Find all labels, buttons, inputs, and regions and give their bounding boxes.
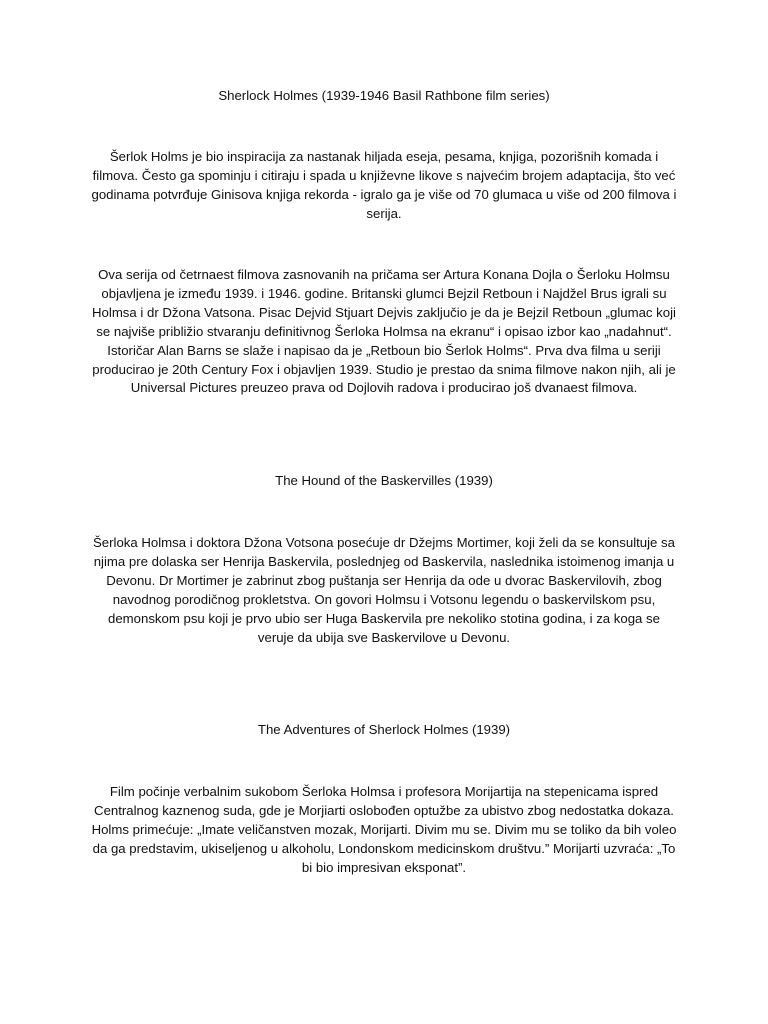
series-paragraph: Ova serija od četrnaest filmova zasnovanih na pričama ser Artura Konana Dojla o Šerloku Holmsu objavljena je između 1939. i 1946. godine. Britanski glumci Bejzil Retboun i Najdžel Brus igrali su Holmsa i dr Džona Vatsona. Pisac Dejvid Stjuart Dejvis zaključio je da je Bejzil Retboun „glumac koji se najviše približio stvaranju definitivnog Šerloka Holmsa na ekranu“ i opisao izbor kao „nadahnut“. Istoričar Alan Barns se slaže i napisao da je „Retboun bio Šerlok Holms“. Prva dva filma u seriji producirao je 20th Century Fox i objavljen 1939. Studio je prestao da snima filmove nakon njih, ali je Universal Pictures preuzeo prava od Dojlovih radova i producirao još dvanaest filmova.: [92, 267, 676, 396]
film-heading-adventures: The Adventures of Sherlock Holmes (1939): [257, 722, 511, 737]
film-synopsis-hound: Šerloka Holmsa i doktora Džona Votsona posećuje dr Džejms Mortimer, koji želi da se konsultuje sa njima pre dolaska ser Henrija Baskervila, poslednjeg od Baskervila, naslednika istoimenog imanja u Devonu. Dr Mortimer je zabrinut zbog puštanja ser Henrija da ode u dvorac Baskervilovih, zbog navodnog porodičnog prokletstva. On govori Holmsu i Votsonu legendu o baskervilskom psu, demonskom psu koji je prvo ubio ser Huga Baskervila pre nekoliko stotina godina, i za koga se veruje da ubija sve Baskervilove u Devonu.: [93, 535, 675, 645]
film-heading-hound: The Hound of the Baskervilles (1939): [275, 473, 493, 488]
film-synopsis-adventures: Film počinje verbalnim sukobom Šerloka Holmsa i profesora Morijartija na stepenicama ispred Centralnog kaznenog suda, gde je Morjiarti oslobođen optužbe za ubistvo zbog nedostatka dokaza. Holms primećuje: „Imate veličanstven mozak, Morijarti. Divim mu se. Divim mu se toliko da bih voleo da ga predstavim, ukiseljenog u alkoholu, Londonskom medicinskom društvu.” Morijarti uzvraća: „To bi bio impresivan eksponat”.: [91, 784, 677, 875]
intro-paragraph: Šerlok Holms je bio inspiracija za nastanak hiljada eseja, pesama, knjiga, pozorišnih komada i filmova. Često ga spominju i citiraju i spada u književne likove s najvećim brojem adaptacija, što već godinama potvrđuje Ginisova knjiga rekorda - igralo ga je više od 70 glumaca u više od 200 filmova i serija.: [91, 149, 677, 221]
document-title: Sherlock Holmes (1939-1946 Basil Rathbone film series): [218, 88, 550, 103]
